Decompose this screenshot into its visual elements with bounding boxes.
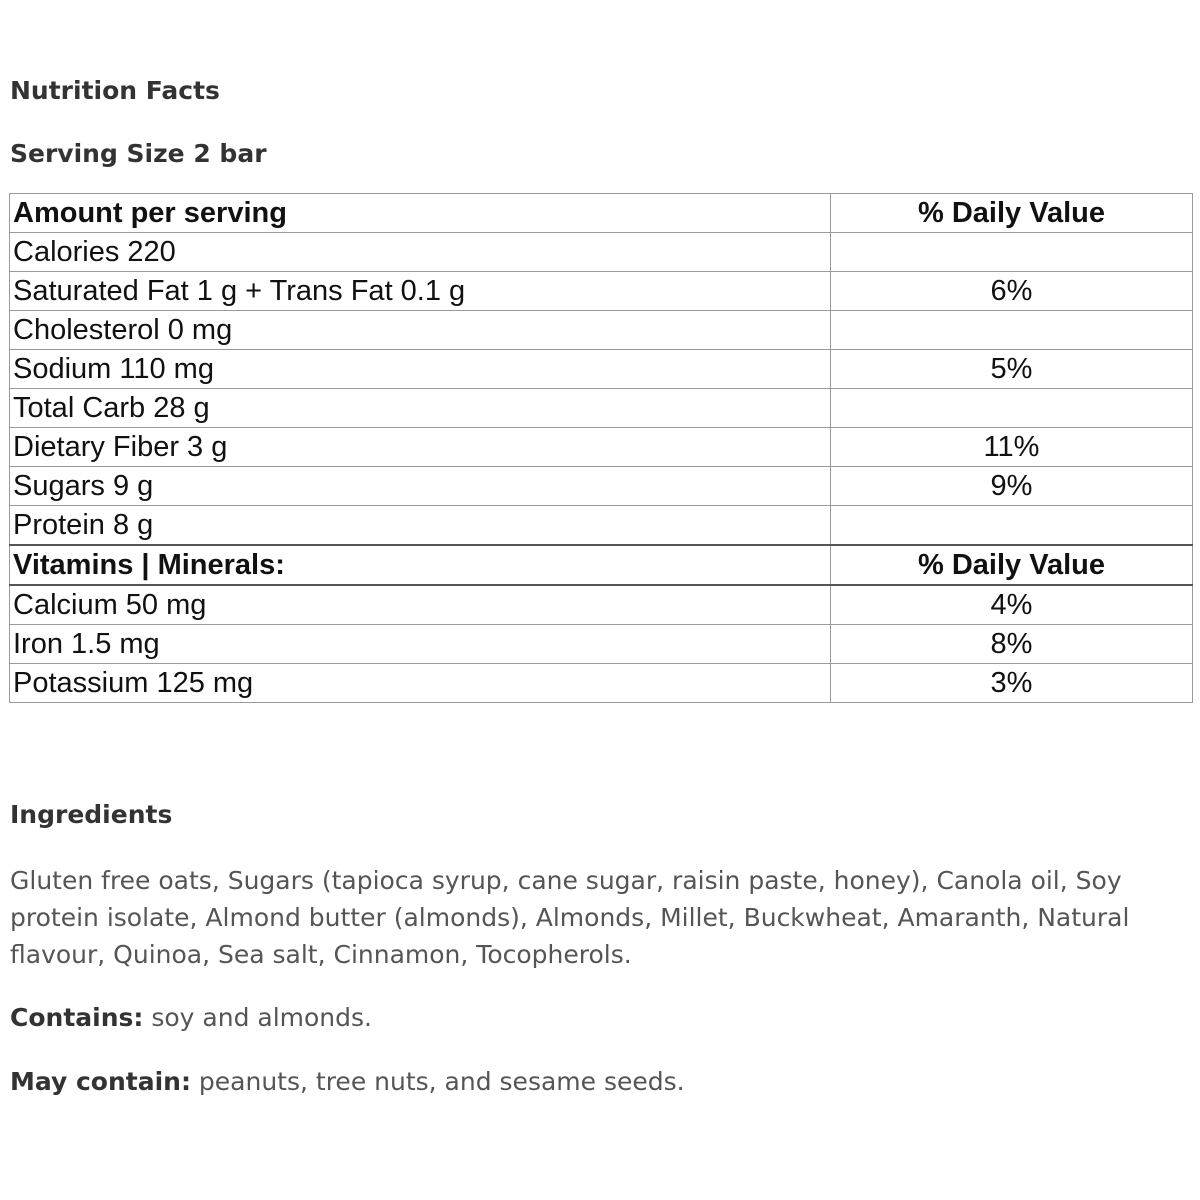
- nutrient-daily-value: 5%: [831, 350, 1193, 389]
- table-row: [10, 625, 1193, 664]
- may-contain-text: peanuts, tree nuts, and sesame seeds.: [198, 1067, 685, 1096]
- table-row: [10, 585, 1193, 625]
- ingredients-text: Gluten free oats, Sugars (tapioca syrup, cane sugar, raisin paste, honey), Canola oil, Soy protein isolate, Almond butter (almonds), Almonds, Millet, Buckwheat, Amaranth, Natural flavour, Quinoa, Sea salt, Cinnamon, Tocopherols.: [10, 866, 1130, 969]
- table-row: [10, 428, 1193, 467]
- mineral-daily-value: 4%: [831, 585, 1193, 625]
- nutrition-table-header: [10, 194, 1193, 233]
- table-row: [10, 311, 1193, 350]
- nutrition-facts-title: Nutrition Facts: [10, 76, 220, 105]
- table-row: [10, 664, 1193, 703]
- nutrient-label: Sodium 110 mg: [10, 350, 831, 389]
- nutrient-daily-value: [831, 311, 1193, 350]
- vitamins-minerals-label: Vitamins | Minerals:: [10, 545, 831, 585]
- nutrition-table: [9, 193, 1193, 703]
- nutrient-daily-value: [831, 389, 1193, 428]
- table-row: [10, 350, 1193, 389]
- mineral-daily-value: 8%: [831, 625, 1193, 664]
- mineral-daily-value: 3%: [831, 664, 1193, 703]
- nutrient-label: Calories 220: [10, 233, 831, 272]
- may-contain-label: May contain:: [10, 1067, 191, 1096]
- mineral-label: Potassium 125 mg: [10, 664, 831, 703]
- nutrient-label: Saturated Fat 1 g + Trans Fat 0.1 g: [10, 272, 831, 311]
- daily-value-header: % Daily Value: [831, 194, 1193, 233]
- nutrient-label: Cholesterol 0 mg: [10, 311, 831, 350]
- contains-statement: [10, 999, 1170, 1036]
- table-row: [10, 233, 1193, 272]
- nutrient-daily-value: [831, 233, 1193, 272]
- table-row: [10, 272, 1193, 311]
- contains-label: Contains:: [10, 1003, 144, 1032]
- amount-per-serving-header: Amount per serving: [10, 194, 831, 233]
- ingredients-title: Ingredients: [10, 800, 173, 829]
- mineral-label: Calcium 50 mg: [10, 585, 831, 625]
- nutrient-label: Total Carb 28 g: [10, 389, 831, 428]
- nutrient-daily-value: 6%: [831, 272, 1193, 311]
- mineral-label: Iron 1.5 mg: [10, 625, 831, 664]
- may-contain-statement: [10, 1063, 1170, 1100]
- vitamins-minerals-header: [10, 545, 1193, 585]
- nutrient-label: Protein 8 g: [10, 506, 831, 546]
- nutrient-daily-value: 11%: [831, 428, 1193, 467]
- serving-size: Serving Size 2 bar: [10, 139, 267, 168]
- table-row: [10, 467, 1193, 506]
- nutrient-daily-value: [831, 506, 1193, 546]
- table-row: [10, 389, 1193, 428]
- nutrient-label: Dietary Fiber 3 g: [10, 428, 831, 467]
- contains-text: soy and almonds.: [151, 1003, 372, 1032]
- nutrient-label: Sugars 9 g: [10, 467, 831, 506]
- table-row: [10, 506, 1193, 546]
- daily-value-header: % Daily Value: [831, 545, 1193, 585]
- nutrient-daily-value: 9%: [831, 467, 1193, 506]
